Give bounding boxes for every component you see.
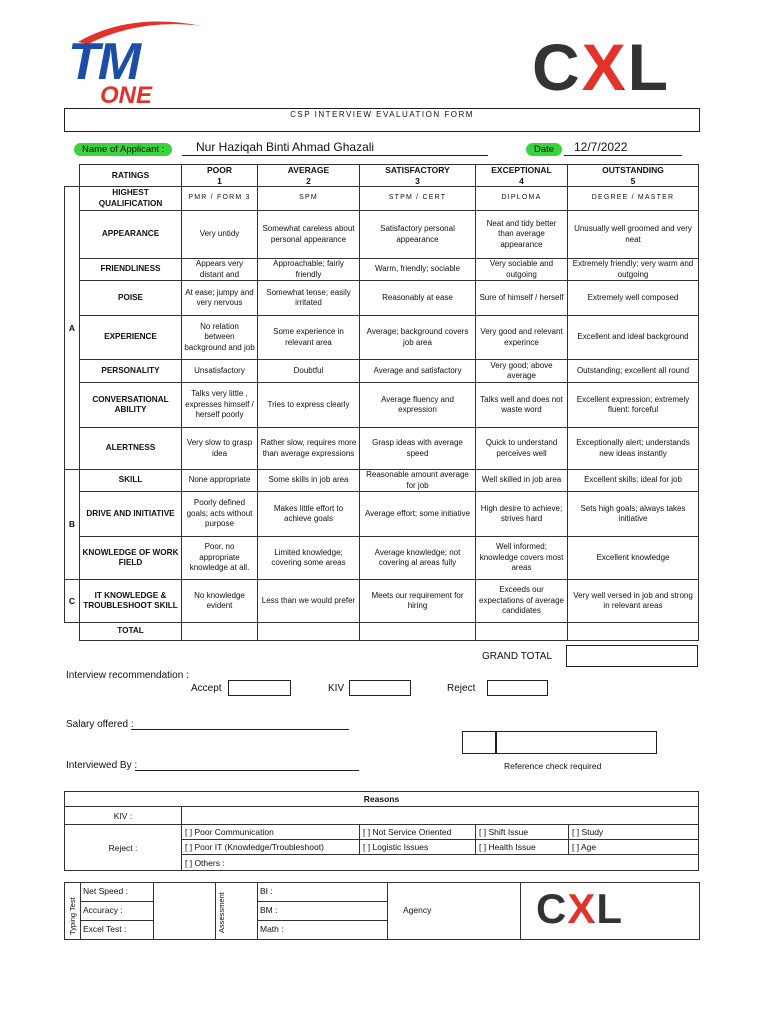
criterion-name: SKILL: [80, 470, 182, 492]
kiv-label: KIV: [328, 683, 345, 694]
level-cell[interactable]: Outstanding; excellent all round: [568, 360, 699, 383]
criterion-name: HIGHEST QUALIFICATION: [80, 187, 182, 211]
criterion-name: KNOWLEDGE OF WORK FIELD: [80, 537, 182, 580]
blank-cell: [65, 165, 80, 187]
level-cell[interactable]: At ease; jumpy and very nervous: [182, 281, 258, 316]
recommendation-label: Interview recommendation :: [66, 670, 189, 681]
criterion-row: [65, 580, 699, 623]
criterion-row: [65, 316, 699, 360]
level-cell[interactable]: SPM: [258, 187, 360, 211]
level-cell[interactable]: Somewhat careless about personal appearance: [258, 211, 360, 259]
level-cell[interactable]: Unusually well groomed and very neat: [568, 211, 699, 259]
bm-label: BM :: [260, 905, 278, 915]
level-cell[interactable]: Rather slow, requires more than average expressions: [258, 428, 360, 470]
level-cell[interactable]: Very good and relevant experince: [476, 316, 568, 360]
reject-option[interactable]: [ ] Others :: [182, 855, 699, 871]
criterion-row: [65, 360, 699, 383]
criterion-row: [65, 259, 699, 281]
rating-level-2: [258, 165, 360, 187]
level-cell[interactable]: STPM / CERT: [360, 187, 476, 211]
reference-check-label: Reference check required: [504, 761, 602, 771]
criterion-row: [65, 470, 699, 492]
level-cell[interactable]: Extremely friendly; very warm and outgoing: [568, 259, 699, 281]
criterion-name: FRIENDLINESS: [80, 259, 182, 281]
criterion-name: IT KNOWLEDGE & TROUBLESHOOT SKILL: [80, 580, 182, 623]
total-cell[interactable]: [258, 623, 360, 641]
total-row: [65, 623, 699, 641]
rating-level-score: 2: [306, 175, 311, 186]
level-cell[interactable]: No relation between background and job: [182, 316, 258, 360]
form-title: CSP INTERVIEW EVALUATION FORM: [290, 110, 474, 119]
blank-cell: [65, 623, 80, 641]
level-cell[interactable]: Talks very little , expresses himself / herself poorly: [182, 383, 258, 428]
bi-label: BI :: [260, 886, 273, 896]
level-cell[interactable]: Makes little effort to achieve goals: [258, 492, 360, 537]
grand-total-field[interactable]: [566, 645, 698, 667]
section-b-label: B: [65, 470, 80, 580]
kiv-reason-label: KIV :: [65, 807, 182, 825]
level-cell[interactable]: Very slow to grasp idea: [182, 428, 258, 470]
total-cell[interactable]: [182, 623, 258, 641]
reject-box[interactable]: [487, 680, 548, 696]
level-cell[interactable]: Quick to understand perceives well: [476, 428, 568, 470]
criterion-row: [65, 211, 699, 259]
level-cell[interactable]: Average fluency and expression: [360, 383, 476, 428]
tm-one-logo: [64, 16, 204, 109]
level-cell[interactable]: Extremely well composed: [568, 281, 699, 316]
one-logo-text: ONE: [100, 82, 153, 109]
reject-option[interactable]: [ ] Not Service Oriented: [360, 825, 476, 840]
excel-test-label: Excel Test :: [83, 924, 127, 934]
level-cell[interactable]: Talks well and does not waste word: [476, 383, 568, 428]
reject-label: Reject: [447, 683, 476, 694]
date-label: Date: [526, 143, 562, 156]
criterion-name: CONVERSATIONAL ABILITY: [80, 383, 182, 428]
criterion-name: ALERTNESS: [80, 428, 182, 470]
applicant-name-label: Name of Applicant :: [74, 143, 172, 156]
reject-option[interactable]: [ ] Shift Issue: [476, 825, 569, 840]
accept-label: Accept: [191, 683, 222, 694]
ratings-header-row: [65, 165, 699, 187]
level-cell[interactable]: Doubtful: [258, 360, 360, 383]
level-cell[interactable]: Approachable; fairly friendly: [258, 259, 360, 281]
criterion-name: EXPERIENCE: [80, 316, 182, 360]
accept-box[interactable]: [228, 680, 291, 696]
level-cell[interactable]: Poorly defined goals; acts without purpose: [182, 492, 258, 537]
criterion-name: PERSONALITY: [80, 360, 182, 383]
level-cell[interactable]: Poor, no appropriate knowledge at all.: [182, 537, 258, 580]
kiv-box[interactable]: [349, 680, 411, 696]
level-cell[interactable]: DIPLOMA: [476, 187, 568, 211]
form-title-box: [64, 108, 700, 132]
reference-check-box[interactable]: [462, 731, 496, 754]
accuracy-field[interactable]: [154, 902, 214, 920]
level-cell[interactable]: Average and satisfactory: [360, 360, 476, 383]
criterion-row: [65, 383, 699, 428]
math-label: Math :: [260, 924, 284, 934]
level-cell[interactable]: High desire to achieve; strives hard: [476, 492, 568, 537]
level-cell[interactable]: Well informed; knowledge covers most areas: [476, 537, 568, 580]
level-cell[interactable]: Grasp ideas with average speed: [360, 428, 476, 470]
criterion-name: DRIVE AND INITIATIVE: [80, 492, 182, 537]
agency-label: Agency: [403, 905, 432, 915]
applicant-name-field[interactable]: Nur Haziqah Binti Ahmad Ghazali: [182, 140, 488, 156]
rating-level-name: AVERAGE: [287, 165, 330, 175]
level-cell[interactable]: None appropriate: [182, 470, 258, 492]
level-cell[interactable]: PMR / FORM 3: [182, 187, 258, 211]
rating-level-name: EXCEPTIONAL: [491, 165, 552, 175]
interviewed-by-field[interactable]: [135, 770, 359, 771]
level-cell[interactable]: Somewhat tense; easily irritated: [258, 281, 360, 316]
level-cell[interactable]: DEGREE / MASTER: [568, 187, 699, 211]
rating-level-score: 1: [217, 175, 222, 186]
rating-level-5: [568, 165, 699, 187]
excel-test-field[interactable]: [154, 921, 214, 939]
salary-field[interactable]: [131, 729, 349, 730]
assessment-footer: [64, 882, 700, 940]
reasons-header-row: [65, 792, 699, 807]
net-speed-field[interactable]: [154, 883, 214, 901]
rating-level-3: [360, 165, 476, 187]
level-cell[interactable]: Some skills in job area: [258, 470, 360, 492]
section-c-label: C: [65, 580, 80, 623]
date-field[interactable]: 12/7/2022: [564, 140, 682, 156]
level-cell[interactable]: Tries to express clearly: [258, 383, 360, 428]
level-cell[interactable]: Limited knowledge; covering some areas: [258, 537, 360, 580]
criterion-row: [65, 428, 699, 470]
rating-level-score: 4: [519, 175, 524, 186]
grand-total-label: GRAND TOTAL: [482, 651, 553, 662]
typing-test-label: Typing Test: [68, 897, 77, 935]
rating-level-name: SATISFACTORY: [385, 165, 450, 175]
level-cell[interactable]: Very good; above average: [476, 360, 568, 383]
level-cell[interactable]: Well skilled in job area: [476, 470, 568, 492]
level-cell[interactable]: Reasonable amount average for job: [360, 470, 476, 492]
level-cell[interactable]: Less than we would prefer: [258, 580, 360, 623]
assessment-label: Assessment: [217, 892, 226, 933]
rating-level-name: POOR: [206, 165, 233, 175]
kiv-row: [65, 807, 699, 825]
rating-level-score: 3: [415, 175, 420, 186]
reject-option[interactable]: [ ] Study: [569, 825, 699, 840]
total-cell[interactable]: [476, 623, 568, 641]
reject-option[interactable]: [ ] Logistic Issues: [360, 840, 476, 855]
level-cell[interactable]: Very well versed in job and strong in relevant areas: [568, 580, 699, 623]
cxl-logo-text: CXL: [532, 30, 670, 104]
rating-level-4: [476, 165, 568, 187]
level-cell[interactable]: Exceeds our expectations of average candidates: [476, 580, 568, 623]
criterion-row: [65, 187, 699, 211]
accuracy-label: Accuracy :: [83, 905, 123, 915]
reject-option[interactable]: [ ] Poor IT (Knowledge/Troubleshoot): [182, 840, 360, 855]
rating-level-name: OUTSTANDING: [602, 165, 664, 175]
level-cell[interactable]: No knowledge evident: [182, 580, 258, 623]
level-cell[interactable]: Average effort; some initiative: [360, 492, 476, 537]
level-cell[interactable]: Appears very distant and: [182, 259, 258, 281]
criterion-row: [65, 537, 699, 580]
criterion-row: [65, 281, 699, 316]
section-a-label: A: [65, 187, 80, 470]
level-cell[interactable]: Very untidy: [182, 211, 258, 259]
criterion-row: [65, 492, 699, 537]
interviewed-by-label: Interviewed By :: [66, 760, 138, 771]
tm-logo-text: TM: [68, 33, 140, 91]
level-cell[interactable]: Satisfactory personal appearance: [360, 211, 476, 259]
reasons-title: Reasons: [65, 792, 699, 807]
level-cell[interactable]: Exceptionally alert; understands new ideas instantly: [568, 428, 699, 470]
reject-option[interactable]: [ ] Poor Communication: [182, 825, 360, 840]
level-cell[interactable]: Some experience in relevant area: [258, 316, 360, 360]
reasons-table: [64, 791, 699, 871]
criterion-name: APPEARANCE: [80, 211, 182, 259]
level-cell[interactable]: Average knowledge; not covering al areas fully: [360, 537, 476, 580]
level-cell[interactable]: Sure of himself / herself: [476, 281, 568, 316]
level-cell[interactable]: Meets our requirement for hiring: [360, 580, 476, 623]
total-cell[interactable]: [360, 623, 476, 641]
total-cell[interactable]: [568, 623, 699, 641]
net-speed-label: Net Speed :: [83, 886, 128, 896]
ratings-label: RATINGS: [80, 165, 182, 187]
level-cell[interactable]: Excellent knowledge: [568, 537, 699, 580]
level-cell[interactable]: Reasonably at ease: [360, 281, 476, 316]
level-cell[interactable]: Average; background covers job area: [360, 316, 476, 360]
level-cell[interactable]: Very sociable and outgoing: [476, 259, 568, 281]
level-cell[interactable]: Neat and tidy better than average appearance: [476, 211, 568, 259]
total-label: TOTAL: [80, 623, 182, 641]
level-cell[interactable]: Sets high goals; always takes initiative: [568, 492, 699, 537]
rating-level-1: [182, 165, 258, 187]
salary-label: Salary offered :: [66, 719, 134, 730]
level-cell[interactable]: Excellent skills; ideal for job: [568, 470, 699, 492]
cxl-logo: [532, 30, 702, 104]
level-cell[interactable]: Warm, friendly; sociable: [360, 259, 476, 281]
reject-option[interactable]: [ ] Health Issue: [476, 840, 569, 855]
footer-cxl-logo: CXL: [536, 885, 623, 932]
level-cell[interactable]: Unsatisfactory: [182, 360, 258, 383]
rating-level-score: 5: [630, 175, 636, 186]
reject-reason-label: Reject :: [65, 825, 182, 871]
reference-check-field[interactable]: [496, 731, 657, 754]
reject-row: [65, 825, 699, 840]
level-cell[interactable]: Excellent expression; extremely fluent: forceful: [568, 383, 699, 428]
criterion-name: POISE: [80, 281, 182, 316]
reject-option[interactable]: [ ] Age: [569, 840, 699, 855]
level-cell[interactable]: Excellent and ideal background: [568, 316, 699, 360]
evaluation-table: [64, 164, 699, 641]
kiv-reason-field[interactable]: [182, 807, 699, 825]
